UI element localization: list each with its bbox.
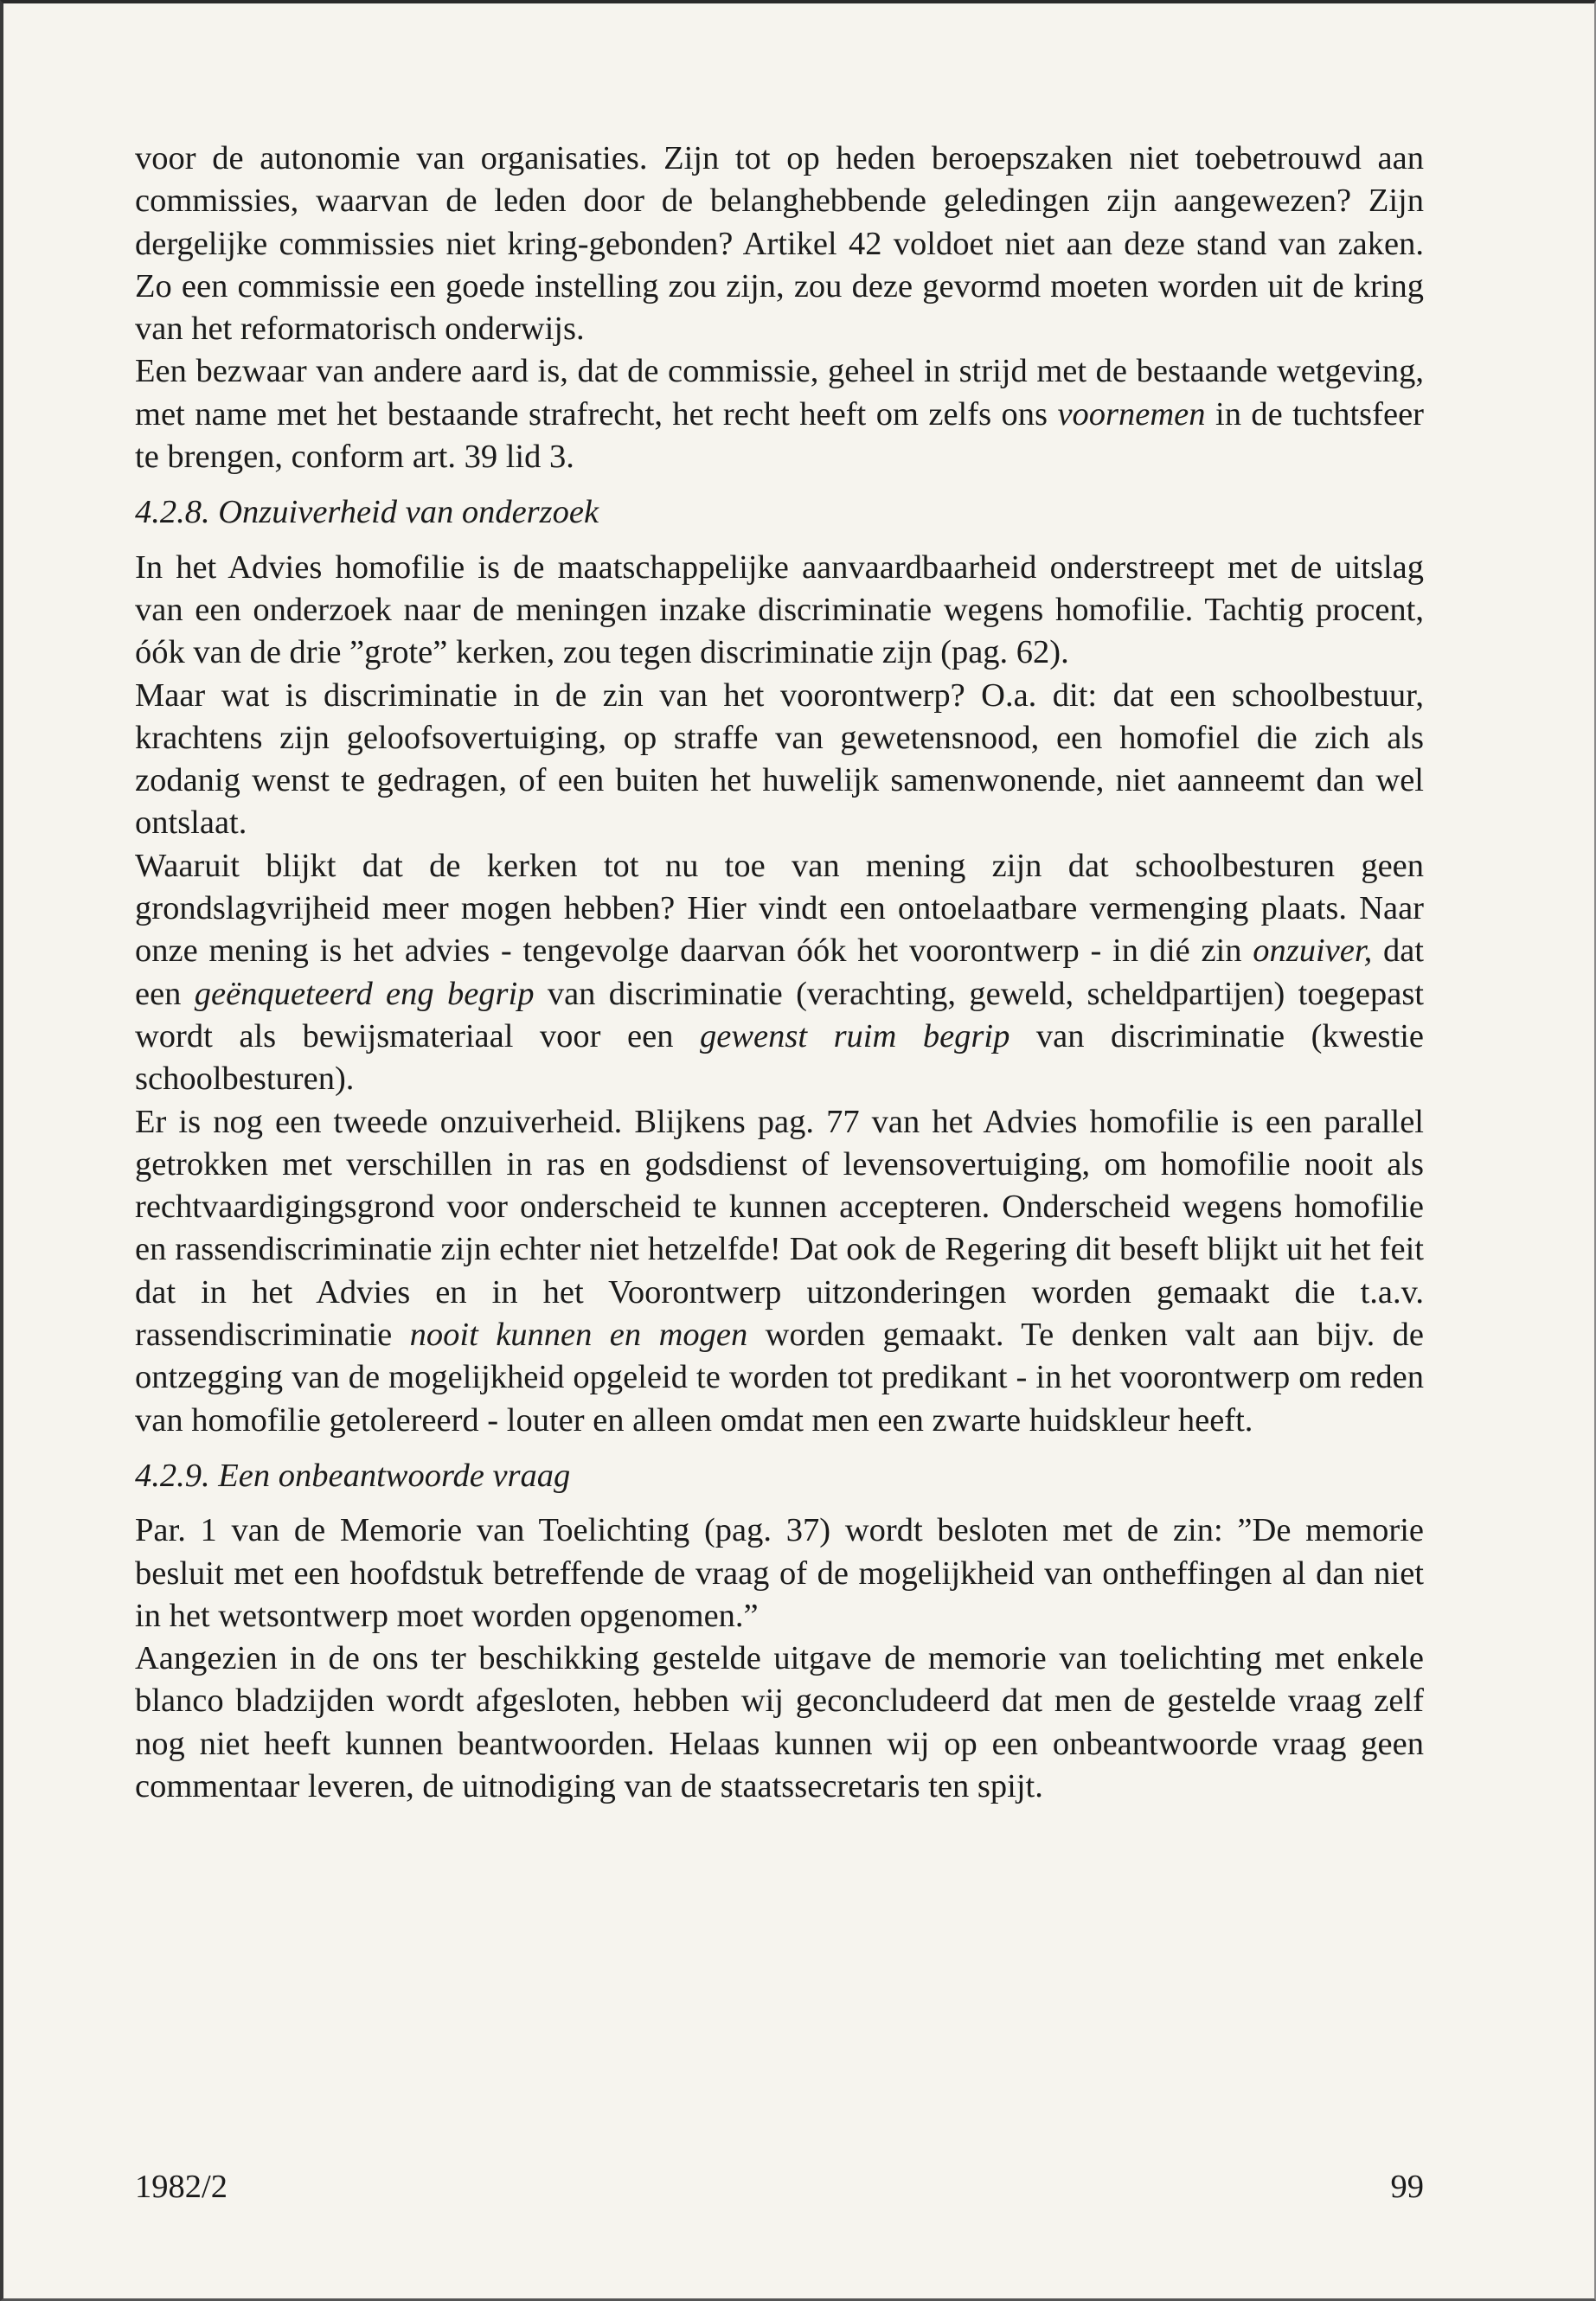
emphasis-voornemen: voornemen <box>1057 395 1206 433</box>
paragraph-bezwaar-text-b: in de tuchtsfeer te brengen, conform art. 39 lid 3. <box>135 395 1424 476</box>
paragraph-discriminatie: Maar wat is discriminatie in de zin van het voorontwerp? O.a. dit: dat een schoolbestuur, krachtens zijn geloofsovertuiging, op straffe van gewetensnood, een homofiel die zich als zodanig wenst te gedragen, of een buiten het huwelijk samenwonende, niet aanneemt dan wel ontslaat. <box>135 676 1424 842</box>
paragraph-text-d: van discriminatie (kwestie schoolbesturen). <box>135 1017 1424 1098</box>
issue-label: 1982/2 <box>135 2169 228 2205</box>
emphasis-eng-begrip: geënqueteerd eng begrip <box>194 975 535 1012</box>
page-number: 99 <box>1390 2169 1424 2205</box>
spacer <box>135 1442 1424 1455</box>
paragraph-memorie: Par. 1 van de Memorie van Toelichting (pag. 37) wordt besloten met de zin: ”De memorie besluit met een hoofdstuk betreffende de vraag of de mogelijkheid van ontheffingen al dan niet in het wetsontwerp moet worden opgenomen.” <box>135 1512 1424 1634</box>
section-title: Een onbeantwoorde vraag <box>218 1457 571 1494</box>
section-number: 4.2.9. <box>135 1457 210 1494</box>
spacer <box>135 478 1424 491</box>
paragraph-text-a: Waaruit blijkt dat de kerken tot nu toe van mening zijn dat schoolbesturen geen grondslagvrijheid meer mogen hebben? Hier vindt een ontoelaatbare vermenging plaats. Naar onze mening is het advies - tengevolge daarvan óók het voorontwerp - in dié zin <box>135 847 1424 970</box>
emphasis-nooit-kunnen: nooit kunnen en mogen <box>409 1317 748 1354</box>
section-number: 4.2.8. <box>135 494 210 531</box>
section-heading-4-2-9 <box>135 1455 1424 1497</box>
spacer <box>135 1497 1424 1509</box>
paragraph-blanco-bladzijden: Aangezien in de ons ter beschikking gestelde uitgave de memorie van toelichting met enkele blanco bladzijden wordt afgesloten, hebben wij geconcludeerd dat men de gestelde vraag zelf nog niet heeft kunnen beantwoorden. Helaas kunnen wij op een onbeantwoorde vraag geen commentaar leveren, de uitnodiging van de staatssecretaris ten spijt. <box>135 1640 1424 1804</box>
paragraph-autonomie: voor de autonomie van organisaties. Zijn tot op heden beroepszaken niet toebetrouwd aan commissies, waarvan de leden door de belanghebbende geledingen zijn aangewezen? Zijn dergelijke commissies niet kring-gebonden? Artikel 42 voldoet niet aan deze stand van zaken. Zo een commissie een goede instelling zou zijn, zou deze gevormd moeten worden uit de kring van het reformatorisch onderwijs. <box>135 140 1424 348</box>
body-text <box>135 138 1424 1808</box>
paragraph-bezwaar-text-a: Een bezwaar van andere aard is, dat de commissie, geheel in strijd met de bestaande wetgeving, met name met het bestaande strafrecht, het recht heeft om zelfs ons <box>135 353 1424 433</box>
paragraph-text-a: Er is nog een tweede onzuiverheid. Blijkens pag. 77 van het Advies homofilie is een parallel getrokken met verschillen in ras en godsdienst of levensovertuiging, om homofilie nooit als rechtvaardigingsgrond voor onderscheid te kunnen accepteren. Onderscheid wegens homofilie en rassendiscriminatie zijn echter niet hetzelfde! Dat ook de Regering dit beseft blijkt uit het feit dat in het Advies en in het Voorontwerp uitzonderingen worden gemaakt die t.a.v. rassendiscriminatie <box>135 1103 1424 1354</box>
paragraph-text-b: worden gemaakt. Te denken valt aan bijv. de ontzegging van de mogelijkheid opgeleid te worden tot predikant - in het voorontwerp om reden van homofilie getolereerd - louter en alleen omdat men een zwarte huidskleur heeft. <box>135 1317 1424 1439</box>
paragraph-text-b: dat een <box>135 933 1424 1012</box>
emphasis-ruim-begrip: gewenst ruim begrip <box>700 1017 1010 1054</box>
paragraph-advies-homofilie: In het Advies homofilie is de maatschappelijke aanvaardbaarheid onderstreept met de uitslag van een onderzoek naar de meningen inzake discriminatie wegens homofilie. Tachtig procent, óók van de drie ”grote” kerken, zou tegen discriminatie zijn (pag. 62). <box>135 548 1424 671</box>
paragraph-grondslagvrijheid <box>135 845 1424 1101</box>
section-title: Onzuiverheid van onderzoek <box>218 494 599 531</box>
spacer <box>135 535 1424 547</box>
paragraph-tweede-onzuiverheid <box>135 1101 1424 1442</box>
emphasis-onzuiver: onzuiver, <box>1253 933 1373 970</box>
paragraph-text-c: van discriminatie (verachting, geweld, scheldpartijen) toegepast wordt als bewijsmateriaal voor een <box>135 975 1424 1054</box>
paragraph-bezwaar <box>135 350 1424 478</box>
section-heading-4-2-8 <box>135 491 1424 534</box>
